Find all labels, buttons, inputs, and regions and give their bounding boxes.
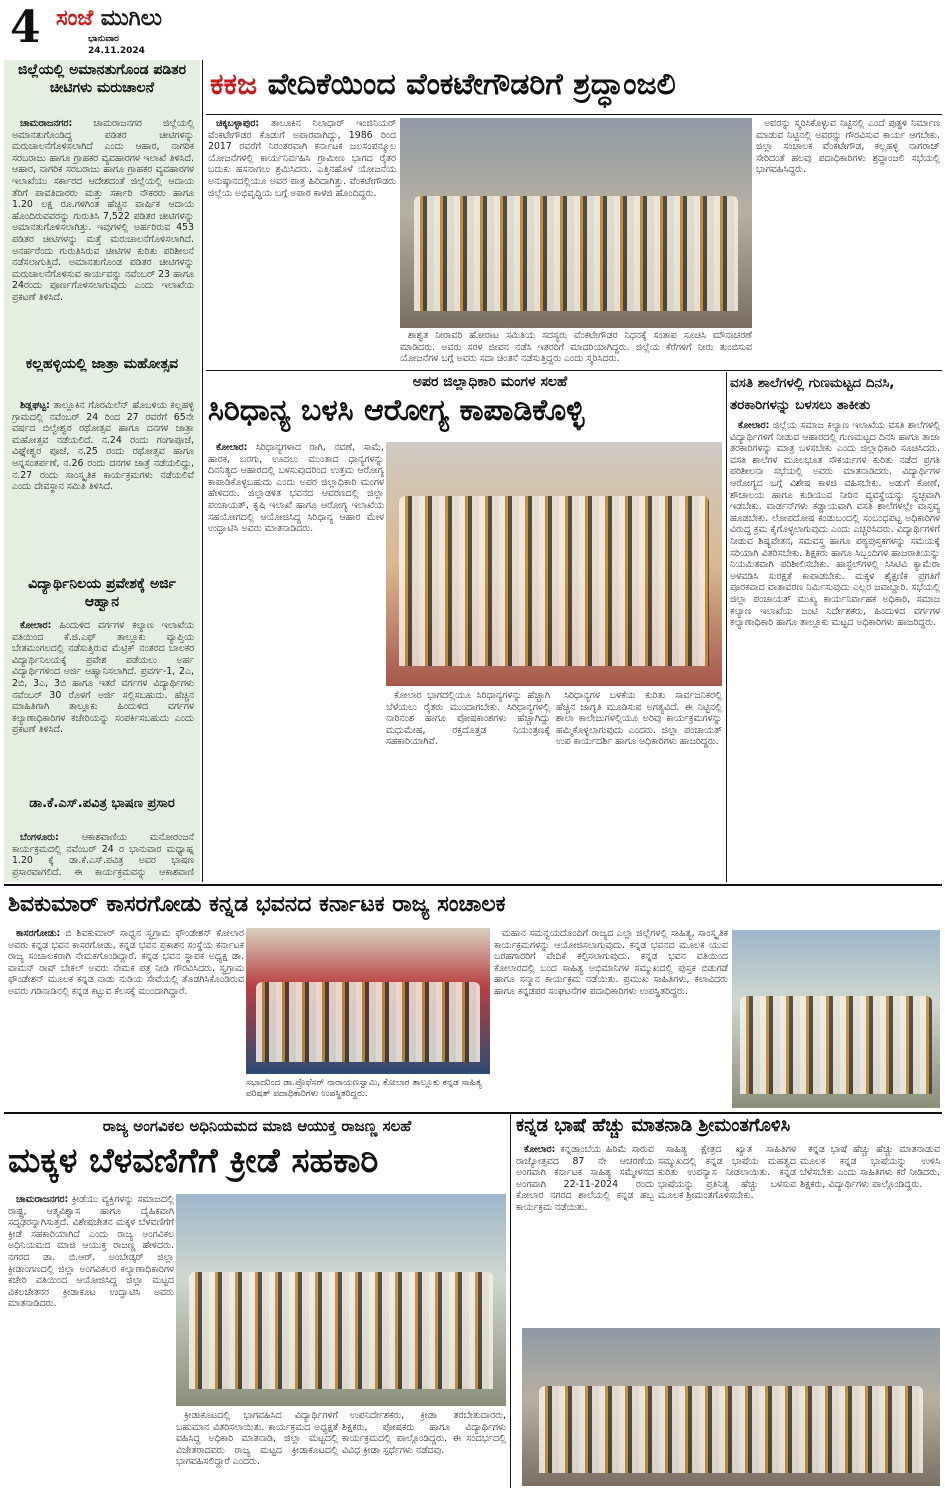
kannada-story-photo: [522, 1328, 940, 1486]
photo-figures: [399, 496, 708, 667]
shiva-photo-caption: ಸಭಾದರಿಂದ ಡಾ.ಪ್ರೊಫೆಸರ್ ನಾರಾಯಣಸ್ವಾಮಿ, ಕೋಲಾರ ತಾಲ್ಲೂಕು ಕನ್ನಡ ಸಾಹಿತ್ಯ ಪರಿಷತ್ ಪದಾಧಿಕಾರಿಗಳು ಉಪಸ್ಥಿತರಿದ್ದರು.: [246, 1078, 490, 1110]
mid-story-col3: [556, 690, 722, 876]
brand-part1: ಸಂಜೆ: [56, 6, 94, 31]
story-text: ಚಾಮರಾಜನಗರ ಜಿಲ್ಲೆಯಲ್ಲಿ ಅಮಾನತುಗೊಂಡಿದ್ದ ಪಡಿತರ ಚೀಟಿಗಳನ್ನು ಮರುಚಾಲನೆಗೊಳಿಸಲಾಗಿದೆ ಎಂದು ಆಹಾರ, ನಾಗರಿಕ ಸರಬರಾಜು ಹಾಗೂ ಗ್ರಾಹಕರ ವ್ಯವಹಾರಗಳ ಇಲಾಖೆ ತಿಳಿಸಿದೆ. ಆಹಾರ, ನಾಗರಿಕ ಸರಬರಾಜು ಹಾಗೂ ಗ್ರಾಹಕರ ವ್ಯವಹಾರಗಳ ಇಲಾಖೆಯು ಸರ್ಕಾರದ ಆದೇಶದಂತೆ ಜಿಲ್ಲೆಯಲ್ಲಿ ಆದಾಯ ತೆರಿಗೆ ಪಾವತಿದಾರರು ಮತ್ತು ಸರ್ಕಾರಿ ನೌಕರರು ಹಾಗೂ 1.20 ಲಕ್ಷ ರೂ.ಗಳಿಗಿಂತ ಹೆಚ್ಚಿನ ವಾರ್ಷಿಕ ಆದಾಯ ಹೊಂದಿರುವವರನ್ನು ಗುರುತಿಸಿ 7,522 ಪಡಿತರ ಚೀಟಿಗಳನ್ನು ಅಮಾನತುಗೊಳಿಸಲಾಗಿತ್ತು. ಇವುಗಳಲ್ಲಿ ಅರ್ಹರಿರುವ 453 ಪಡಿತರ ಚೀಟಿಗಳನ್ನು ಮತ್ತೆ ಮರುಚಾಲನೆಗೊಳಿಸಲಾಗಿದೆ. ಅನರ್ಹರೆಂದು ಗುರುತಿಸಿರುವ ಚೀಟಿಗಳ ಕುರಿತು ಪರಿಶೀಲನೆ ನಡೆಸಲಾಗುತ್ತಿದೆ. ಅಮಾನತುಗೊಂಡ ಪಡಿತರ ಚೀಟಿಗಳನ್ನು ಮರುಚಾಲನೆಗೊಳಿಸುವ ಕಾರ್ಯವನ್ನು ನವೆಂಬರ್ 23 ಹಾಗೂ 24ರಂದು ಪೂರ್ಣಗೊಳಿಸಲಾಗುವುದು ಎಂದು ಇಲಾಖೆಯ ಪ್ರಕಟಣೆ ತಿಳಿಸಿದೆ.: [12, 118, 194, 303]
story-text: ಮಹಾನ ಸಮನ್ವಯದೊಂದಿಗೆ ರಾಜ್ಯದ ಎಲ್ಲಾ ಜಿಲ್ಲೆಗಳಲ್ಲಿ ಸಾಹಿತ್ಯ, ಸಾಂಸ್ಕೃತಿಕ ಕಾರ್ಯಕ್ರಮಗಳನ್ನು ಆಯೋಜಿಸಲಾಗುವುದು. ಕನ್ನಡ ಭವನದ ಮೂಲಕ ಯುವ ಬರಹಗಾರರಿಗೆ ವೇದಿಕೆ ಕಲ್ಪಿಸಲಾಗುವುದು. ಕನ್ನಡ ಭವನ ವತಿಯಿಂದ ಕೋಲಾರದಲ್ಲಿ ಬಂದ ಸಾಹಿತ್ಯ ಅಭಿಮಾನಿಗಳ ಸಮ್ಮುಖದಲ್ಲಿ ಪುಸ್ತಕ ಬಿಡುಗಡೆ ಹಾಗೂ ಸನ್ಮಾನ ಕಾರ್ಯಕ್ರಮ ನಡೆಯಿತು. ಪ್ರಮುಖ ಸಾಹಿತಿಗಳು, ಕಲಾವಿದರು ಹಾಗೂ ಕನ್ನಡಪರ ಸಂಘಟನೆಗಳ ಪದಾಧಿಕಾರಿಗಳು ಉಪಸ್ಥಿತರಿದ್ದರು.: [494, 928, 728, 997]
sidebar-story-2: [12, 400, 194, 570]
headline-rule: [206, 114, 942, 115]
issue-day: ಭಾನುವಾರ: [88, 34, 119, 44]
sidebar-headline-2: ಕಲ್ಲಹಳ್ಳಿಯಲ್ಲಿ ಜಾತ್ರಾ ಮಹೋತ್ಸವ: [25, 356, 179, 372]
kannada-story-col2: [658, 1144, 796, 1324]
story-text: ಕೋಲಾರ ಭಾಗದಲ್ಲಿಯೂ ಸಿರಿಧಾನ್ಯಗಳನ್ನು ಹೆಚ್ಚಾಗಿ ಬೆಳೆಯಲು ರೈತರು ಮುಂದಾಗಬೇಕು. ಸಿರಿಧಾನ್ಯಗಳಲ್ಲಿ ನಾರಿನಂಶ ಹಾಗೂ ಪೋಷಕಾಂಶಗಳು ಹೆಚ್ಚಾಗಿದ್ದು ಮಧುಮೇಹ, ರಕ್ತದೊತ್ತಡ ನಿಯಂತ್ರಣಕ್ಕೆ ಸಹಕಾರಿಯಾಗಿವೆ.: [386, 690, 550, 748]
column-rule: [726, 372, 727, 882]
brand-logo: [56, 6, 216, 34]
story-text: ಕ್ರೀಡೆಯು ವ್ಯಕ್ತಿಗಳನ್ನು ಸಮಾಜದಲ್ಲಿ ರಾಷ್ಟ್ರ, ಆತ್ಮವಿಶ್ವಾಸ ಹಾಗೂ ದೈಹಿಕವಾಗಿ ಸದೃಢರನ್ನಾಗಿಸುತ್ತದೆ. ವಿಶೇಷಚೇತನ ಮಕ್ಕಳ ಬೆಳವಣಿಗೆಗೆ ಕ್ರೀಡೆ ಸಹಕಾರಿಯಾಗಿದೆ ಎಂದು ರಾಜ್ಯ ಅಂಗವಿಕಲ ಅಧಿನಿಯಮದ ಮಾಜಿ ಆಯುಕ್ತ ರಾಜಣ್ಣ ಹೇಳಿದರು. ನಗರದ ಡಾ. ಬಿ.ಆರ್. ಅಂಬೇಡ್ಕರ್ ಜಿಲ್ಲಾ ಕ್ರೀಡಾಂಗಣದಲ್ಲಿ ಜಿಲ್ಲಾ ಅಂಗವಿಕಲರ ಕಲ್ಯಾಣಾಧಿಕಾರಿಗಳ ಕಚೇರಿ ವತಿಯಿಂದ ಆಯೋಜಿಸಿದ್ದ ಜಿಲ್ಲಾ ಮಟ್ಟದ ವಿಕಲಚೇತನರ ಕ್ರೀಡಾಕೂಟ ಉದ್ಘಾಟಿಸಿ ಅವರು ಮಾತನಾಡಿದರು.: [8, 1194, 174, 1310]
dateline: ಚಿಕ್ಕಬಳ್ಳಾಪುರ:: [216, 118, 260, 129]
sidebar-headline-4: ಡಾ.ಕೆ.ಎಸ್.ಪವಿತ್ರ ಭಾಷಣ ಪ್ರಸಾರ: [29, 796, 175, 811]
dateline: ಚಾಮರಾಜನಗರ:: [16, 1194, 69, 1205]
story-text: ಉಪನಿರ್ದೇಶಕರು, ಕ್ರೀಡಾ ತರಬೇತುದಾರರು, ಶಿಕ್ಷಕರು, ಪೋಷಕರು ಹಾಗೂ ವಿದ್ಯಾರ್ಥಿಗಳು ಕಾರ್ಯಕ್ರಮದಲ್ಲಿ ಪಾಲ್ಗೊಂಡಿದ್ದರು. ಈ ಸಂದರ್ಭದಲ್ಲಿ ವಿವಿಧ ಕ್ರೀಡಾ ಸ್ಪರ್ಧೆಗಳು ನಡೆದವು.: [342, 1410, 506, 1456]
shiva-story-photo: [246, 928, 490, 1074]
sports-kicker: ರಾಜ್ಯ ಅಂಗವಿಕಲ ಅಧಿನಿಯಮದ ಮಾಜಿ ಆಯುಕ್ತ ರಾಜಣ್ಣ ಸಲಹೆ: [102, 1118, 412, 1135]
story-text: ಶಾಶ್ವತ ನೀರಾವರಿ ಹೋರಾಟ ಸಮಿತಿಯ ಸದಸ್ಯರು ವೆಂಕಟೇಗೌಡರ ನಿಧನಕ್ಕೆ ಸಂತಾಪ ಸೂಚಿಸಿ ಮೌನಾಚರಣೆ ಮಾಡಿದರು. ಅವರು ಸರಳ ಜೀವನ ನಡೆಸಿ ಇತರರಿಗೆ ಮಾದರಿಯಾಗಿದ್ದರು. ಜಿಲ್ಲೆಯ ಕೆರೆಗಳಿಗೆ ನೀರು ತುಂಬಿಸುವ ಯೋಜನೆಗಳ ಬಗ್ಗೆ ಅವರು ಸದಾ ಚಿಂತನೆ ನಡೆಸುತ್ತಿದ್ದರು ಎಂದು ಸ್ಮರಿಸಿದರು.: [400, 330, 752, 365]
issue-date: 24.11.2024: [88, 46, 145, 56]
mid-story-col2: [386, 690, 550, 876]
story-text: ಜಿಲ್ಲೆಯ ಸಮಾಜ ಕಲ್ಯಾಣ ಇಲಾಖೆಯ ವಸತಿ ಶಾಲೆಗಳಲ್ಲಿ ವಿದ್ಯಾರ್ಥಿಗಳಿಗೆ ನೀಡುವ ಆಹಾರದಲ್ಲಿ ಗುಣಮಟ್ಟದ ದಿನಸಿ ಹಾಗೂ ತಾಜಾ ತರಕಾರಿಗಳನ್ನು ಮಾತ್ರ ಬಳಸಬೇಕು ಎಂದು ಜಿಲ್ಲಾಧಿಕಾರಿ ಸೂಚಿಸಿದರು. ವಸತಿ ಶಾಲೆಗಳ ಮೂಲಭೂತ ಸೌಕರ್ಯಗಳ ಕುರಿತು ನಡೆದ ಪ್ರಗತಿ ಪರಿಶೀಲನಾ ಸಭೆಯಲ್ಲಿ ಅವರು ಮಾತನಾಡಿದರು. ವಿದ್ಯಾರ್ಥಿಗಳ ಆರೋಗ್ಯದ ಬಗ್ಗೆ ವಿಶೇಷ ಕಾಳಜಿ ವಹಿಸಬೇಕು. ಅಡುಗೆ ಕೋಣೆ, ಶೌಚಾಲಯ ಹಾಗೂ ಕುಡಿಯುವ ನೀರಿನ ವ್ಯವಸ್ಥೆಯನ್ನು ಸ್ವಚ್ಛವಾಗಿ ಇಡಬೇಕು. ವಾರ್ಡನ್‌ಗಳು ಕಡ್ಡಾಯವಾಗಿ ವಸತಿ ಶಾಲೆಗಳಲ್ಲೇ ವಾಸ್ತವ್ಯ ಹೂಡಬೇಕು. ಲೋಪದೋಷ ಕಂಡುಬಂದಲ್ಲಿ ಸಂಬಂಧಪಟ್ಟ ಅಧಿಕಾರಿಗಳ ವಿರುದ್ಧ ಕ್ರಮ ಕೈಗೊಳ್ಳಲಾಗುವುದು ಎಂದು ಎಚ್ಚರಿಸಿದರು. ವಿದ್ಯಾರ್ಥಿಗಳಿಗೆ ನೀಡುವ ಶಿಷ್ಯವೇತನ, ಸಮವಸ್ತ್ರ ಹಾಗೂ ಪಠ್ಯಪುಸ್ತಕಗಳನ್ನು ಸಮಯಕ್ಕೆ ಸರಿಯಾಗಿ ವಿತರಿಸಬೇಕು. ಶಿಕ್ಷಕರು ಹಾಗೂ ಸಿಬ್ಬಂದಿಗಳ ಹಾಜರಾತಿಯನ್ನು ನಿಯಮಿತವಾಗಿ ಪರಿಶೀಲಿಸಬೇಕು. ಹಾಸ್ಟೆಲ್‌ಗಳಲ್ಲಿ ಸಿಸಿಟಿವಿ ಕ್ಯಾಮೆರಾ ಅಳವಡಿಸಿ ಸುರಕ್ಷತೆ ಕಾಪಾಡಬೇಕು. ಮಕ್ಕಳ ಶೈಕ್ಷಣಿಕ ಪ್ರಗತಿಗೆ ಪೂರಕವಾದ ವಾತಾವರಣ ನಿರ್ಮಿಸುವುದು ಎಲ್ಲರ ಜವಾಬ್ದಾರಿ. ಸಭೆಯಲ್ಲಿ ಜಿಲ್ಲಾ ಪಂಚಾಯತ್ ಮುಖ್ಯ ಕಾರ್ಯನಿರ್ವಾಹಕ ಅಧಿಕಾರಿ, ಸಮಾಜ ಕಲ್ಯಾಣ ಇಲಾಖೆಯ ಜಂಟಿ ನಿರ್ದೇಶಕರು, ಹಿಂದುಳಿದ ವರ್ಗಗಳ ಕಲ್ಯಾಣಾಧಿಕಾರಿ ಹಾಗೂ ತಾಲ್ಲೂಕು ಮಟ್ಟದ ಅಧಿಕಾರಿಗಳು ಹಾಜರಿದ್ದರು.: [730, 420, 940, 629]
top-headline-rest: ವೇದಿಕೆಯಿಂದ ವೆಂಕಟೇಗೌಡರಿಗೆ ಶ್ರದ್ಧಾಂಜಲಿ: [267, 68, 676, 102]
story-text: ಕ್ರೀಡಾಕೂಟದಲ್ಲಿ ಭಾಗವಹಿಸಿದ ವಿದ್ಯಾರ್ಥಿಗಳಿಗೆ ಬಹುಮಾನ ವಿತರಿಸಲಾಯಿತು. ಕಾರ್ಯಕ್ರಮದ ಅಧ್ಯಕ್ಷತೆ ವಹಿಸಿದ್ದ ಅಧಿಕಾರಿ ಮಾತನಾಡಿ, ಜಿಲ್ಲಾ ಮಟ್ಟದಲ್ಲಿ ವಿಜೇತರಾದವರು ರಾಜ್ಯ ಮಟ್ಟದ ಕ್ರೀಡಾಕೂಟದಲ್ಲಿ ಭಾಗವಹಿಸಲಿದ್ದಾರೆ ಎಂದರು.: [176, 1410, 338, 1468]
story-text: ಕನ್ನಡ ಭಾಷೆ ಹೆಚ್ಚು ಹೆಚ್ಚು ಮಾತನಾಡುವ ಮೂಲಕ ಕನ್ನಡ ಭಾಷೆಯನ್ನು ಉಳಿಸಿ ಬೆಳೆಸಬೇಕು ಎಂದು ಸಾಹಿತಿಗಳು ಕರೆ ನೀಡಿದರು. ಶಿಕ್ಷಕರು, ವಿದ್ಯಾರ್ಥಿಗಳು ಪಾಲ್ಗೊಂಡಿದ್ದರು.: [800, 1144, 940, 1190]
story-text: ಸಾಹಿತ್ಯ ಕ್ಷೇತ್ರದ ಖ್ಯಾತ ಸಾಹಿತಿಗಳ ಸಮ್ಮುಖದಲ್ಲಿ ಕನ್ನಡ ಭಾಷೆಯ ಮಹತ್ವದ ಕುರಿತು ಉಪನ್ಯಾಸ ನೀಡಲಾಯಿತು. ಕನ್ನಡ ಭಾಷೆಯನ್ನು ಪ್ರತಿನಿತ್ಯ ಹೆಚ್ಚು ಬಳಸುವ ಮೂಲಕ ಶ್ರೀಮಂತಗೊಳಿಸಬೇಕು.: [658, 1144, 796, 1202]
section-rule: [4, 1112, 942, 1114]
story-text: ಆಕಾಶವಾಣಿಯ ಮನೋರಂಜನೆ ಕಾರ್ಯಕ್ರಮದಲ್ಲಿ ನವೆಂಬರ್ 24 ರ ಭಾನುವಾರ ಮಧ್ಯಾಹ್ನ 1.20 ಕ್ಕೆ ಡಾ.ಕೆ.ಎಸ್.ಪವಿತ್ರ ಅವರ ಭಾಷಣ ಪ್ರಸಾರವಾಗಲಿದೆ. ಈ ಕಾರ್ಯಕ್ರಮವನ್ನು ಆಕಾಶವಾಣಿ: [12, 832, 194, 878]
sports-story-col3: [342, 1410, 506, 1486]
sidebar-headline-3: ವಿದ್ಯಾರ್ಥಿನಿಲಯ ಪ್ರವೇಶಕ್ಕೆ ಅರ್ಜಿ ಆಹ್ವಾನ: [28, 576, 176, 610]
top-headline: [210, 68, 940, 112]
dateline: ಕೋಲಾರ:: [738, 420, 770, 431]
sports-headline: ಮಕ್ಕಳ ಬೆಳವಣಿಗೆಗೆ ಕ್ರೀಡೆ ಸಹಕಾರಿ: [8, 1142, 379, 1181]
right-headline-1: ವಸತಿ ಶಾಲೆಗಳಲ್ಲಿ ಗುಣಮಟ್ಟದ ದಿನಸಿ,: [730, 376, 895, 391]
photo-figures: [189, 1272, 493, 1389]
sidebar-story-3: [12, 620, 194, 790]
photo-figures: [740, 996, 931, 1094]
photo-figures: [414, 196, 738, 312]
column-rule: [510, 1114, 511, 1488]
kannada-story-col3: [800, 1144, 940, 1324]
dateline: ಕೋಲಾರ:: [20, 620, 52, 631]
column-rule: [202, 60, 203, 882]
sidebar-story-1: [12, 118, 194, 348]
right-story-body: [730, 420, 940, 876]
story-text: ಸಿರಿಧಾನ್ಯಗಳ ಬಳಕೆಯ ಕುರಿತು ಸಾರ್ವಜನಿಕರಲ್ಲಿ ಹೆಚ್ಚಿನ ಜಾಗೃತಿ ಮೂಡಿಸುವ ಅಗತ್ಯವಿದೆ. ಈ ನಿಟ್ಟಿನಲ್ಲಿ ಶಾಲಾ ಕಾಲೇಜುಗಳಲ್ಲಿಯೂ ಅರಿವು ಕಾರ್ಯಕ್ರಮಗಳನ್ನು ಹಮ್ಮಿಕೊಳ್ಳಲಾಗುವುದು ಎಂದರು. ಜಿಲ್ಲಾ ಪಂಚಾಯತ್ ಉಪ ಕಾರ್ಯದರ್ಶಿ ಹಾಗೂ ಅಧಿಕಾರಿಗಳು ಹಾಜರಿದ್ದರು.: [556, 690, 722, 748]
mid-story-photo: [386, 442, 722, 686]
sidebar-story-4: [12, 832, 194, 880]
page-number: 4: [10, 6, 41, 52]
brand-part2: ಮುಗಿಲು: [100, 6, 162, 31]
top-story-col1: [208, 118, 396, 368]
mid-story-col1: [208, 442, 384, 876]
dateline: ಶಿಡ್ಲಘಟ್ಟ:: [20, 400, 50, 411]
story-text: ಬಿ ಶಿವಕುಮಾರ್ ಸಾಧ್ವನ ಸ್ವಗ್ರಾಮ ಫೌಂಡೇಶನ್ ಕೋಲಾರ ಅವರು ಕನ್ನಡ ಭವನ ಕಾಸರಗೋಡು, ಕನ್ನಡ ಭವನ ಪ್ರಕಾಶನ ಸಂಸ್ಥೆಯ ಕರ್ನಾಟಕ ರಾಜ್ಯ ಸಂಚಾಲಕರಾಗಿ ನೇಮಕಗೊಂಡಿದ್ದಾರೆ. ಕನ್ನಡ ಭವನ ಸ್ಥಾಪಕ ಅಧ್ಯಕ್ಷ ಡಾ. ವಾಮನ್ ರಾವ್ ಬೇಕಲ್ ಅವರು ನೇಮಕ ಪತ್ರ ನೀಡಿ ಗೌರವಿಸಿದರು. ಸ್ವಗ್ರಾಮ ಫೌಂಡೇಶನ್ ಮೂಲಕ ಕನ್ನಡ ನಾಡು ನುಡಿಯ ಸೇವೆಯಲ್ಲಿ ತೊಡಗಿಸಿಕೊಂಡಿರುವ ಅವರು ಗಡಿನಾಡಿನಲ್ಲಿ ಕನ್ನಡ ಕಟ್ಟುವ ಕೆಲಸಕ್ಕೆ ಮುಂದಾಗಿದ್ದಾರೆ.: [8, 928, 244, 997]
kannada-headline: ಕನ್ನಡ ಭಾಷೆ ಹೆಚ್ಚು ಮಾತನಾಡಿ ಶ್ರೀಮಂತಗೊಳಿಸಿ: [516, 1116, 791, 1136]
shiva-headline: ಶಿವಕುಮಾರ್ ಕಾಸರಗೋಡು ಕನ್ನಡ ಭವನದ ಕರ್ನಾಟಕ ರಾಜ್ಯ ಸಂಚಾಲಕ: [8, 892, 506, 917]
sports-story-photo: [176, 1194, 506, 1406]
section-rule: [4, 884, 942, 886]
story-text: ಅವರನ್ನು ಸ್ಮರಿಸಿಕೊಳ್ಳುವ ನಿಟ್ಟಿನಲ್ಲಿ ಎಂದೆ ಪುತ್ಥಳಿ ನಿರ್ಮಾಣ ಮಾಡುವ ನಿಟ್ಟಿನಲ್ಲಿ ಅವರನ್ನು ಗೌರವಿಸುವ ಕಾರ್ಯ ಆಗಬೇಕು. ಜಿಲ್ಲಾ ಸಂಚಾಲಕ ವೆಂಕಟೇಗೌಡ, ಕಲ್ಲಹಳ್ಳಿ ನಾಗರಾಜ್ ಸೇರಿದಂತೆ ಹಲವು ಪದಾಧಿಕಾರಿಗಳು ಶ್ರದ್ಧಾಂಜಲಿ ಸಭೆಯಲ್ಲಿ ಭಾಗವಹಿಸಿದ್ದರು.: [756, 118, 940, 176]
photo-figures: [539, 1386, 924, 1473]
dateline: ಕೋಲಾರ:: [524, 1144, 556, 1155]
shiva-story-col1: [8, 928, 244, 1110]
story-text: ಹಿಂದುಳಿದ ವರ್ಗಗಳ ಕಲ್ಯಾಣ ಇಲಾಖೆಯ ವತಿಯಿಂದ ಕೆ.ಜಿ.ಎಫ್ ತಾಲ್ಲೂಕು ವ್ಯಾಪ್ತಿಯ ಬೇತಮಂಗಲದಲ್ಲಿ ನಡೆಸುತ್ತಿರುವ ಮೆಟ್ರಿಕ್ ನಂತರದ ಬಾಲಕರ ವಿದ್ಯಾರ್ಥಿನಿಲಯಕ್ಕೆ ಪ್ರವೇಶ ಪಡೆಯಲು ಅರ್ಹ ವಿದ್ಯಾರ್ಥಿಗಳಿಂದ ಅರ್ಜಿ ಆಹ್ವಾನಿಸಲಾಗಿದೆ. ಪ್ರವರ್ಗ-1, 2ಎ, 2ಬಿ, 3ಎ, 3ಬಿ ಹಾಗೂ ಇತರೆ ವರ್ಗಗಳ ವಿದ್ಯಾರ್ಥಿಗಳು ನವೆಂಬರ್ 30 ರೊಳಗೆ ಅರ್ಜಿ ಸಲ್ಲಿಸಬಹುದು. ಹೆಚ್ಚಿನ ಮಾಹಿತಿಗಾಗಿ ತಾಲ್ಲೂಕು ಹಿಂದುಳಿದ ವರ್ಗಗಳ ಕಲ್ಯಾಣಾಧಿಕಾರಿಗಳ ಕಚೇರಿಯನ್ನು ಸಂಪರ್ಕಿಸಬಹುದು ಎಂದು ಪ್ರಕಟಣೆ ತಿಳಿಸಿದೆ.: [12, 620, 194, 736]
dateline: ಕೋಲಾರ:: [216, 442, 248, 453]
masthead: [0, 0, 945, 60]
sports-story-col1: [8, 1194, 174, 1486]
story-text: ಸಿರಿಧಾನ್ಯಗಳಾದ ರಾಗಿ, ನವಣೆ, ಸಾಮೆ, ಹಾರಕ, ಬರಗು, ಊದಲು ಮುಂತಾದ ಧಾನ್ಯಗಳನ್ನು ದಿನನಿತ್ಯದ ಆಹಾರದಲ್ಲಿ ಬಳಸುವುದರಿಂದ ಉತ್ತಮ ಆರೋಗ್ಯ ಕಾಪಾಡಿಕೊಳ್ಳಬಹುದು ಎಂದು ಅಪರ ಜಿಲ್ಲಾಧಿಕಾರಿ ಮಂಗಳ ಹೇಳಿದರು. ಜಿಲ್ಲಾಡಳಿತ ಭವನದ ಆವರಣದಲ್ಲಿ ಜಿಲ್ಲಾ ಪಂಚಾಯತ್, ಕೃಷಿ ಇಲಾಖೆ ಹಾಗೂ ಆರೋಗ್ಯ ಇಲಾಖೆಯ ಸಹಯೋಗದಲ್ಲಿ ಆಯೋಜಿಸಿದ್ದ ಸಿರಿಧಾನ್ಯ ಆಹಾರ ಮೇಳ ಉದ್ಘಾಟಿಸಿ ಅವರು ಮಾತನಾಡಿದರು.: [208, 442, 384, 535]
kannada-story-col1: [516, 1144, 654, 1324]
sidebar: [4, 60, 200, 882]
shiva-story-col2: [494, 928, 728, 1110]
top-story-col2: [400, 330, 752, 368]
dateline: ಬೆಂಗಳೂರು:: [20, 832, 59, 843]
story-text: ತಾಲ್ಲೂಕಿನ ಗೊರಮಿಲೆನ್ ಹೊಬಳಿಯ ಕಲ್ಲಹಳ್ಳಿ ಗ್ರಾಮದಲ್ಲಿ ನವೆಂಬರ್ 24 ರಿಂದ 27 ರವರೆಗೆ 65ನೇ ವರ್ಷದ ಬಿಲ್ವೇಶ್ವರ ರಥೋತ್ಸವ ಹಾಗೂ ದನಗಳ ಜಾತ್ರಾ ಮಹೋತ್ಸವ ನಡೆಯಲಿದೆ. ನ.24 ರಂದು ಗಂಗಾಪೂಜೆ, ವಿಘ್ನೇಶ್ವರ ಪೂಜೆ, ನ.25 ರಂದು ರಥೋತ್ಸವ ಹಾಗೂ ಅನ್ನಸಂತರ್ಪಣೆ, ನ.26 ರಂದು ದನಗಳ ಜಾತ್ರೆ ನಡೆಯಲಿದ್ದು, ನ.27 ರಂದು ಸಾಂಸ್ಕೃತಿಕ ಕಾರ್ಯಕ್ರಮಗಳು ನಡೆಯಲಿವೆ ಎಂದು ದೇವಸ್ಥಾನ ಸಮಿತಿ ತಿಳಿಸಿದೆ.: [12, 400, 194, 493]
top-headline-accent: ಕಕಜ: [210, 68, 258, 102]
dateline: ಕಾಸರಗೋಡು:: [16, 928, 61, 939]
shiva-side-photo: [732, 930, 940, 1108]
dateline: ಚಾಮರಾಜನಗರ:: [20, 118, 73, 129]
mid-kicker: ಅಪರ ಜಿಲ್ಲಾಧಿಕಾರಿ ಮಂಗಳ ಸಲಹೆ: [412, 374, 568, 390]
section-rule: [206, 370, 942, 371]
story-text: ತಾಲೂಕಿನ ನಿಲಾಧಾರ್ ಇಂಜಿನಿಯರ್ ವೆಂಕಟೇಗೌಡರ ಕೊಡುಗೆ ಅಪಾರವಾಗಿದ್ದು, 1986 ರಿಂದ 2017 ರವರೆಗೆ ನಿರಂತರವಾಗಿ ಕರ್ನಾಟಕ ಜಲಸಂಪನ್ಮೂಲ ಯೋಜನೆಗಳಲ್ಲಿ ಕಾರ್ಯನಿರ್ವಹಿಸಿ ಗ್ರಾಮೀಣ ಭಾಗದ ರೈತರ ಬದುಕು ಹಸನಾಗಲು ಶ್ರಮಿಸಿದರು. ಎತ್ತಿನಹೊಳೆ ಯೋಜನೆಯ ಅನುಷ್ಠಾನದಲ್ಲಿಯೂ ಅವರ ಪಾತ್ರ ಹಿರಿದಾಗಿತ್ತು. ವೆಂಕಟೇಗೌಡರು ಜಿಲ್ಲೆಯ ಅಭಿವೃದ್ಧಿಯ ಬಗ್ಗೆ ಅಪಾರ ಕಾಳಜಿ ಹೊಂದಿದ್ದರು.: [208, 118, 396, 199]
top-story-col3: [756, 118, 940, 368]
top-story-photo: [400, 118, 752, 328]
sidebar-headline-1: ಜಿಲ್ಲೆಯಲ್ಲಿ ಅಮಾನತುಗೊಂಡ ಪಡಿತರ ಚೀಟಿಗಳು ಮರುಚಾಲನೆ: [18, 62, 186, 96]
mid-headline: ಸಿರಿಧಾನ್ಯ ಬಳಸಿ ಆರೋಗ್ಯ ಕಾಪಾಡಿಕೊಳ್ಳಿ: [208, 394, 585, 428]
right-headline-2: ತರಕಾರಿಗಳನ್ನು ಬಳಸಲು ತಾಕೀತು: [730, 398, 871, 413]
story-text: ಕನ್ನಡಾಂಬೆಯ ಹಿರಿಮೆ ಸಾರುವ ರಾಜ್ಯೋತ್ಸವದ 87 ನೇ ಆಚರಣೆಯ ಅಂಗವಾಗಿ ಕರ್ನಾಟಕ ಸಾಹಿತ್ಯ ಸಮ್ಮೇಳನದ ಅಂಗವಾಗಿ 22-11-2024 ರಂದು ಕೋಲಾರ ನಗರದ ಶಾಲೆಯಲ್ಲಿ ಕನ್ನಡ ಹಬ್ಬ ಕಾರ್ಯಕ್ರಮ ನಡೆಯಿತು.: [516, 1144, 654, 1213]
photo-figures: [256, 982, 481, 1062]
sports-story-col2: [176, 1410, 338, 1486]
